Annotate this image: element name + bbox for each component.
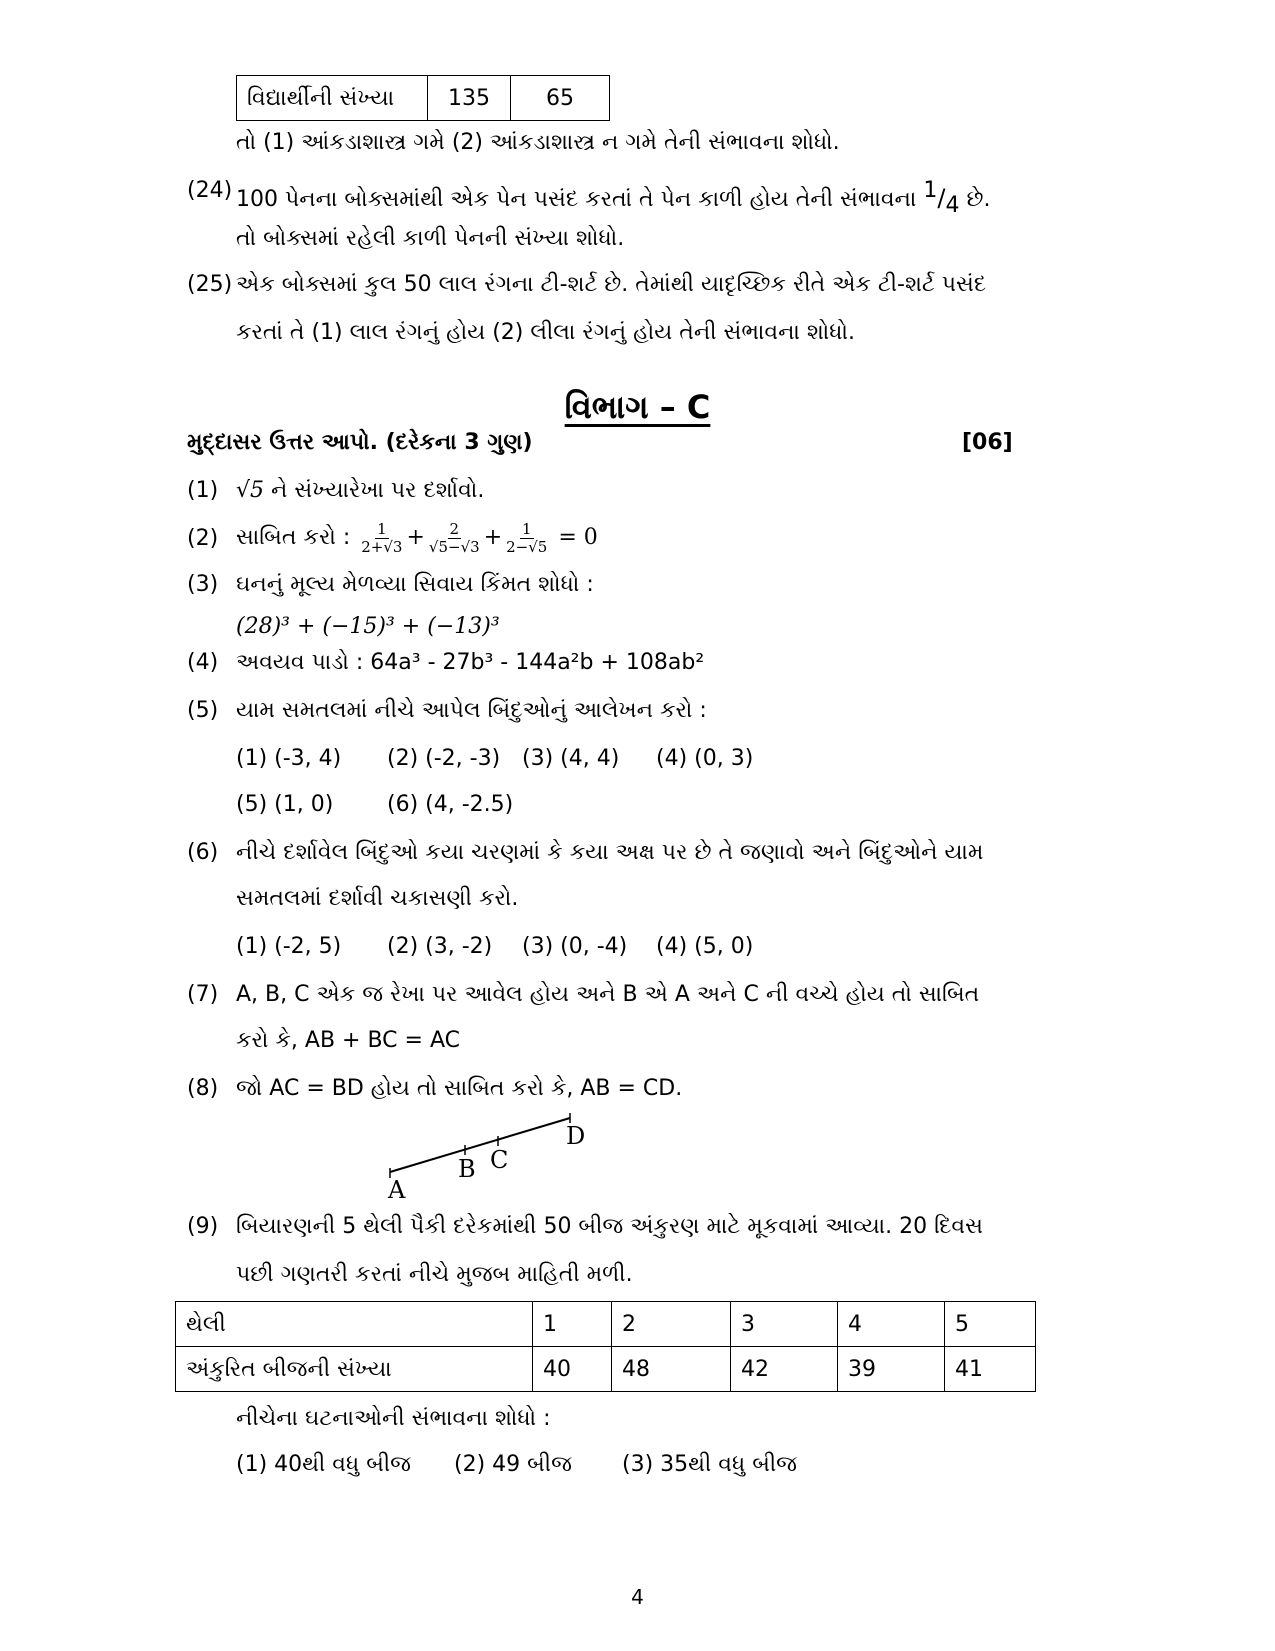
q2-plus-2: + <box>483 525 503 550</box>
q25-number: (25) <box>187 272 233 297</box>
point-label-a: A <box>388 1176 406 1204</box>
q9-event-1: (1) 40થી વધુ બીજ <box>236 1452 411 1477</box>
q2-line <box>236 516 598 560</box>
q5-point-2: (2) (-2, -3) <box>387 746 501 771</box>
q6-point-3: (3) (0, -4) <box>522 934 628 959</box>
q5-point-4: (4) (0, 3) <box>656 746 754 771</box>
q6-point-4: (4) (5, 0) <box>656 934 754 959</box>
q1-number: (1) <box>187 478 219 503</box>
q9-after-text: નીચેના ઘટનાઓની સંભાવના શોધો : <box>236 1406 551 1431</box>
q4-number: (4) <box>187 650 219 675</box>
q3-number: (3) <box>187 572 219 597</box>
point-label-d: D <box>566 1122 586 1150</box>
student-count-table <box>236 75 610 121</box>
q5-point-1: (1) (-3, 4) <box>236 746 342 771</box>
seed-table-cell: 3 <box>731 1302 838 1347</box>
seed-table-cell: 2 <box>612 1302 731 1347</box>
student-count-dislike: 65 <box>511 76 610 121</box>
seed-table-cell: 48 <box>612 1347 731 1392</box>
q6-line1: નીચે દર્શાવેલ બિંદુઓ કયા ચરણમાં કે કયા અક્ષ પર છે તે જણાવો અને બિંદુઓને યામ <box>236 840 984 865</box>
seed-table-cell: 4 <box>838 1302 945 1347</box>
q24-line1-text: 100 પેનના બોક્સમાંથી એક પેન પસંદ કરતાં તે પેન કાળી હોય તેની સંભાવના <box>236 187 917 212</box>
q3-expression: (28)³ + (−15)³ + (−13)³ <box>236 614 500 639</box>
q2-equals: = 0 <box>558 525 598 550</box>
section-marks: [06] <box>962 430 1013 455</box>
q7-line1: A, B, C એક જ રેખા પર આવેલ હોય અને B એ A અને C ની વચ્ચે હોય તો સાબિત <box>236 982 980 1007</box>
q5-point-3: (3) (4, 4) <box>522 746 620 771</box>
seed-table-cell: 40 <box>533 1347 612 1392</box>
seed-table-row2-label: અંકુરિત બીજની સંખ્યા <box>176 1347 533 1392</box>
seed-table-cell: 5 <box>945 1302 1036 1347</box>
student-count-like: 135 <box>428 76 511 121</box>
q6-point-2: (2) (3, -2) <box>387 934 493 959</box>
q2-fraction-2: $\frac{2}{√5-√3}$ <box>428 519 480 556</box>
q2-plus-1: + <box>406 525 425 550</box>
seed-table-row1-label: થેલી <box>176 1302 533 1347</box>
student-count-label: વિદ્યાર્થીની સંખ્યા <box>237 76 428 121</box>
q9-event-2: (2) 49 બીજ <box>454 1452 572 1477</box>
q3-text: ઘનનું મૂલ્ય મેળવ્યા સિવાય કિંમત શોધો : <box>236 572 594 597</box>
q9-event-3: (3) 35થી વધુ બીજ <box>622 1452 797 1477</box>
seed-table-cell: 42 <box>731 1347 838 1392</box>
q23-tail: તો (1) આંકડાશાસ્ત્ર ગમે (2) આંકડાશાસ્ત્ર ન ગમે તેની સંભાવના શોધો. <box>236 130 840 155</box>
q2-fraction-3: $\frac{1}{2-√5}$ <box>506 519 548 556</box>
q6-line2: સમતલમાં દર્શાવી ચકાસણી કરો. <box>236 886 519 911</box>
q4-text: અવયવ પાડો : 64a³ - 27b³ - 144a²b + 108ab² <box>236 650 705 675</box>
q1-root: √5 <box>236 478 265 503</box>
q9-number: (9) <box>187 1214 219 1239</box>
q7-number: (7) <box>187 982 219 1007</box>
q9-line2: પછી ગણતરી કરતાં નીચે મુજબ માહિતી મળી. <box>236 1262 633 1287</box>
q8-text: જો AC = BD હોય તો સાબિત કરો કે, AB = CD. <box>236 1076 683 1101</box>
q25-line1: એક બોક્સમાં કુલ 50 લાલ રંગના ટી-શર્ટ છે. તેમાંથી યાદૃચ્છિક રીતે એક ટી-શર્ટ પસંદ <box>236 272 987 297</box>
q24-line2: તો બોક્સમાં રહેલી કાળી પેનની સંખ્યા શોધો. <box>236 226 625 251</box>
seed-table-row-count <box>176 1347 1036 1392</box>
seed-table-cell: 39 <box>838 1347 945 1392</box>
section-instruction: મુદ્દાસર ઉત્તર આપો. (દરેકના 3 ગુણ) <box>187 430 533 455</box>
q2-fraction-1: $\frac{1}{2+√3}$ <box>361 519 403 556</box>
seed-table <box>175 1301 1036 1392</box>
q6-point-1: (1) (-2, 5) <box>236 934 342 959</box>
line-segment-diagram <box>380 1110 620 1205</box>
q2-number: (2) <box>187 526 219 551</box>
seed-table-row-bag <box>176 1302 1036 1347</box>
q24-line1-end: છે. <box>966 187 991 212</box>
q8-number: (8) <box>187 1076 219 1101</box>
point-label-b: B <box>458 1155 476 1183</box>
point-label-c: C <box>490 1146 509 1174</box>
seed-table-cell: 41 <box>945 1347 1036 1392</box>
page-number: 4 <box>631 1585 644 1609</box>
q25-line2: કરતાં તે (1) લાલ રંગનું હોય (2) લીલા રંગનું હોય તેની સંભાવના શોધો. <box>236 320 856 345</box>
q24-line1 <box>236 176 990 221</box>
q6-number: (6) <box>187 840 219 865</box>
q24-fraction: $^1/_4$ <box>923 178 960 218</box>
q5-point-5: (5) (1, 0) <box>236 792 334 817</box>
q24-number: (24) <box>187 178 233 203</box>
q1-text: ને સંખ્યારેખા પર દર્શાવો. <box>271 478 485 503</box>
seed-table-cell: 1 <box>533 1302 612 1347</box>
section-heading: વિભાગ – C <box>564 388 711 426</box>
q5-number: (5) <box>187 698 219 723</box>
q7-line2: કરો કે, AB + BC = AC <box>236 1028 460 1053</box>
q5-point-6: (6) (4, -2.5) <box>387 792 514 817</box>
q1-text-line <box>236 476 484 506</box>
line-segment <box>390 1118 570 1172</box>
q2-prefix: સાબિત કરો : <box>236 525 351 550</box>
q9-line1: બિયારણની 5 થેલી પૈકી દરેકમાંથી 50 બીજ અંકુરણ માટે મૂકવામાં આવ્યા. 20 દિવસ <box>236 1214 983 1239</box>
q5-text: યામ સમતલમાં નીચે આપેલ બિંદુઓનું આલેખન કરો : <box>236 698 707 723</box>
